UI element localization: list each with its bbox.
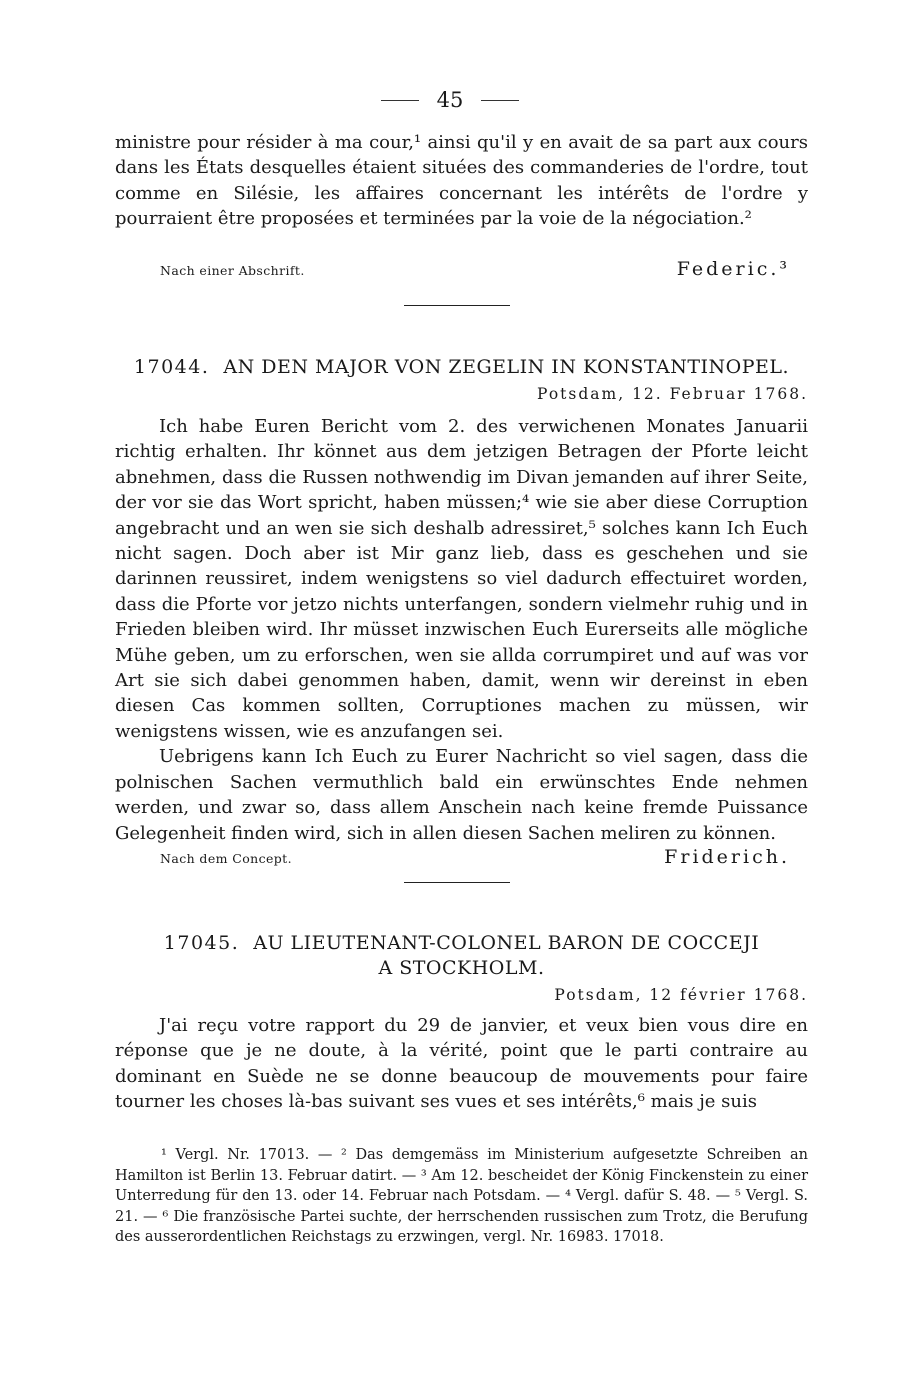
header-dash-left bbox=[381, 100, 419, 101]
letter-body bbox=[115, 1013, 808, 1115]
letter-heading bbox=[115, 932, 808, 954]
signature: Federic.³ bbox=[676, 258, 790, 280]
top-paragraph-block bbox=[115, 130, 808, 232]
letter-source-line bbox=[160, 846, 790, 868]
footnotes bbox=[115, 1145, 808, 1248]
continued-paragraph: ministre pour résider à ma cour,¹ ainsi qu'il y en avait de sa part aux cours dans les États desquelles étaient situées des commanderies de l'ordre, tout comme en Silésie, les affaires concernant les intérêts de l'ordre y pourraient être proposées et terminées par la voie de la négociation.² bbox=[115, 132, 808, 230]
page-header bbox=[0, 88, 900, 112]
letter-title: AN DEN MAJOR VON ZEGELIN IN KONSTANTINOPEL. bbox=[223, 356, 790, 378]
letter-paragraph: Uebrigens kann Ich Euch zu Eurer Nachricht so viel sagen, dass die polnischen Sachen vermuthlich bald ein erwünschtes Ende nehmen werden, und zwar so, dass allem Anschein nach keine fremde Puissance Gelegenheit finden wird, sich in allen diesen Sachen meliren zu können. bbox=[115, 746, 808, 844]
letter-paragraph: J'ai reçu votre rapport du 29 de janvier, et veux bien vous dire en réponse que je ne doute, à la vérité, point que le parti contraire au dominant en Suède ne se donne beaucoup de mouvements pour faire tourner les choses là-bas suivant ses vues et ses intérêts,⁶ mais je suis bbox=[115, 1015, 808, 1113]
letter-title-line1: AU LIEUTENANT-COLONEL BARON DE COCCEJI bbox=[253, 932, 760, 954]
letter-date: , 12. Februar 1768. bbox=[618, 385, 808, 403]
letter-place: Potsdam bbox=[554, 986, 636, 1004]
letter-title-line2: A STOCKHOLM. bbox=[378, 957, 545, 979]
source-note: Nach einer Abschrift. bbox=[160, 263, 305, 278]
page-number: 45 bbox=[436, 88, 464, 112]
signature: Friderich. bbox=[664, 846, 790, 868]
source-note: Nach dem Concept. bbox=[160, 851, 292, 866]
section-separator bbox=[404, 305, 510, 306]
header-dash-right bbox=[481, 100, 519, 101]
top-source-line bbox=[160, 258, 790, 280]
footnote-text: ¹ Vergl. Nr. 17013. — ² Das demgemäss im Ministerium aufgesetzte Schreiben an Hamilton ist Berlin 13. Februar datirt. — ³ Am 12. bescheidet der König Finckenstein zu einer Unterredung für den 13. oder 14. Februar nach Potsdam. — ⁴ Vergl. dafür S. 48. — ⁵ Vergl. S. 21. — ⁶ Die französische Partei suchte, der herrschenden russischen zum Trotz, die Berufung des ausserordentlichen Reichstags zu erzwingen, vergl. Nr. 16983. 17018. bbox=[115, 1147, 808, 1246]
letter-paragraph: Ich habe Euren Bericht vom 2. des verwichenen Monates Januarii richtig erhalten. Ihr könnet aus dem jetzigen Betragen der Pforte leicht abnehmen, dass die Russen nothwendig im Divan jemanden auf ihrer Seite, der vor sie das Wort spricht, haben müssen;⁴ wie sie aber diese Corruption angebracht und an wen sie sich deshalb adressiret,⁵ solches kann Ich Euch nicht sagen. Doch aber ist Mir ganz lieb, dass es geschehen und sie darinnen reussiret, indem wenigstens so viel dadurch effectuiret worden, dass die Pforte vor jetzo nichts unterfangen, sondern vielmehr ruhig und in Frieden bleiben wird. Ihr müsset inzwischen Euch Eurerseits alle mögliche Mühe geben, um zu erforschen, wen sie allda corrumpiret und auf was vor Art sie sich dabei genommen haben, damit, wenn wir dereinst in eben diesen Cas kommen sollten, Corruptiones machen zu müssen, wir wenigstens wissen, wie es anzufangen sei. bbox=[115, 416, 808, 742]
letter-date: , 12 février 1768. bbox=[635, 986, 808, 1004]
letter-place: Potsdam bbox=[537, 385, 619, 403]
letter-dateline bbox=[537, 385, 808, 403]
letter-heading-line2 bbox=[115, 957, 808, 979]
letter-heading bbox=[115, 356, 808, 378]
letter-number: 17044. bbox=[133, 356, 210, 378]
section-separator bbox=[404, 882, 510, 883]
letter-number: 17045. bbox=[163, 932, 240, 954]
letter-dateline bbox=[554, 986, 808, 1004]
letter-body bbox=[115, 414, 808, 846]
